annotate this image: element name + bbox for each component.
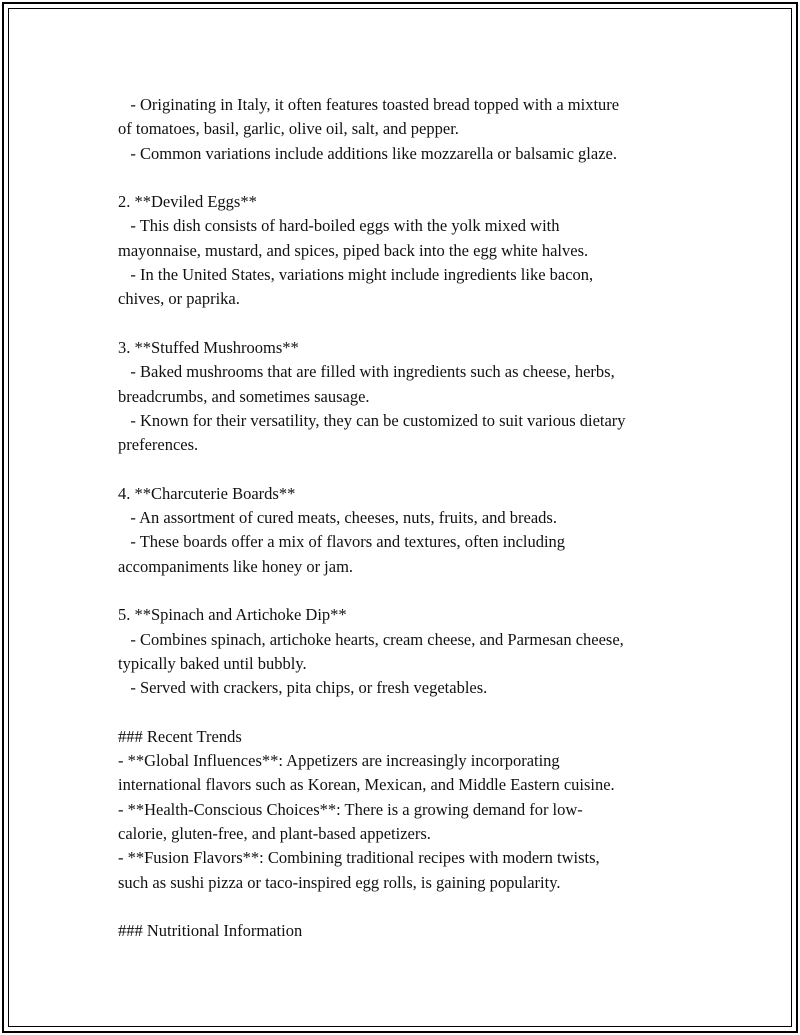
- paragraph-gap: [118, 579, 698, 603]
- paragraph-gap: [118, 312, 698, 336]
- paragraph-gap: [118, 700, 698, 724]
- document-body: [118, 93, 698, 943]
- recent-trends-section: [118, 725, 698, 895]
- section-heading: 3. **Stuffed Mushrooms**: [118, 337, 299, 357]
- text-line: - This dish consists of hard-boiled eggs with the yolk mixed with: [118, 216, 560, 236]
- text-line: - Known for their versatility, they can be customized to suit various dietary: [118, 410, 626, 430]
- deviled-eggs-section: [118, 190, 698, 311]
- text-line: preferences.: [118, 435, 199, 455]
- paragraph-gap: [118, 895, 698, 919]
- text-line: - **Fusion Flavors**: Combining traditional recipes with modern twists,: [118, 848, 600, 868]
- text-line: - Originating in Italy, it often features toasted bread topped with a mixture: [118, 95, 620, 114]
- text-line: chives, or paprika.: [118, 289, 240, 309]
- charcuterie-section: [118, 482, 698, 579]
- text-line: - **Health-Conscious Choices**: There is a growing demand for low-: [118, 799, 583, 819]
- text-line: mayonnaise, mustard, and spices, piped back into the egg white halves.: [118, 240, 589, 260]
- text-line: - Combines spinach, artichoke hearts, cream cheese, and Parmesan cheese,: [118, 629, 624, 649]
- text-line: typically baked until bubbly.: [118, 653, 307, 673]
- stuffed-mushrooms-section: [118, 336, 698, 457]
- section-heading: 5. **Spinach and Artichoke Dip**: [118, 605, 347, 625]
- text-line: breadcrumbs, and sometimes sausage.: [118, 386, 370, 406]
- text-line: international flavors such as Korean, Mexican, and Middle Eastern cuisine.: [118, 775, 615, 795]
- text-line: - **Global Influences**: Appetizers are increasingly incorporating: [118, 751, 560, 771]
- section-heading: ### Recent Trends: [118, 726, 242, 746]
- nutrition-section: [118, 919, 698, 943]
- text-line: - Served with crackers, pita chips, or fresh vegetables.: [118, 678, 488, 698]
- section-heading: ### Nutritional Information: [118, 921, 303, 941]
- text-line: - Common variations include additions like mozzarella or balsamic glaze.: [118, 143, 617, 163]
- text-line: - These boards offer a mix of flavors and textures, often including: [118, 532, 566, 552]
- spinach-dip-section: [118, 603, 698, 700]
- text-line: accompaniments like honey or jam.: [118, 556, 354, 576]
- text-line: of tomatoes, basil, garlic, olive oil, salt, and pepper.: [118, 119, 459, 139]
- text-line: - Baked mushrooms that are filled with ingredients such as cheese, herbs,: [118, 362, 615, 382]
- text-line: calorie, gluten-free, and plant-based appetizers.: [118, 823, 431, 843]
- section-heading: 4. **Charcuterie Boards**: [118, 483, 296, 503]
- paragraph-gap: [118, 457, 698, 481]
- bruschetta-section: [118, 93, 698, 166]
- text-line: - In the United States, variations might include ingredients like bacon,: [118, 265, 594, 285]
- text-line: - An assortment of cured meats, cheeses, nuts, fruits, and breads.: [118, 508, 557, 528]
- text-line: such as sushi pizza or taco-inspired egg rolls, is gaining popularity.: [118, 872, 561, 892]
- section-heading: 2. **Deviled Eggs**: [118, 192, 257, 212]
- paragraph-gap: [118, 166, 698, 190]
